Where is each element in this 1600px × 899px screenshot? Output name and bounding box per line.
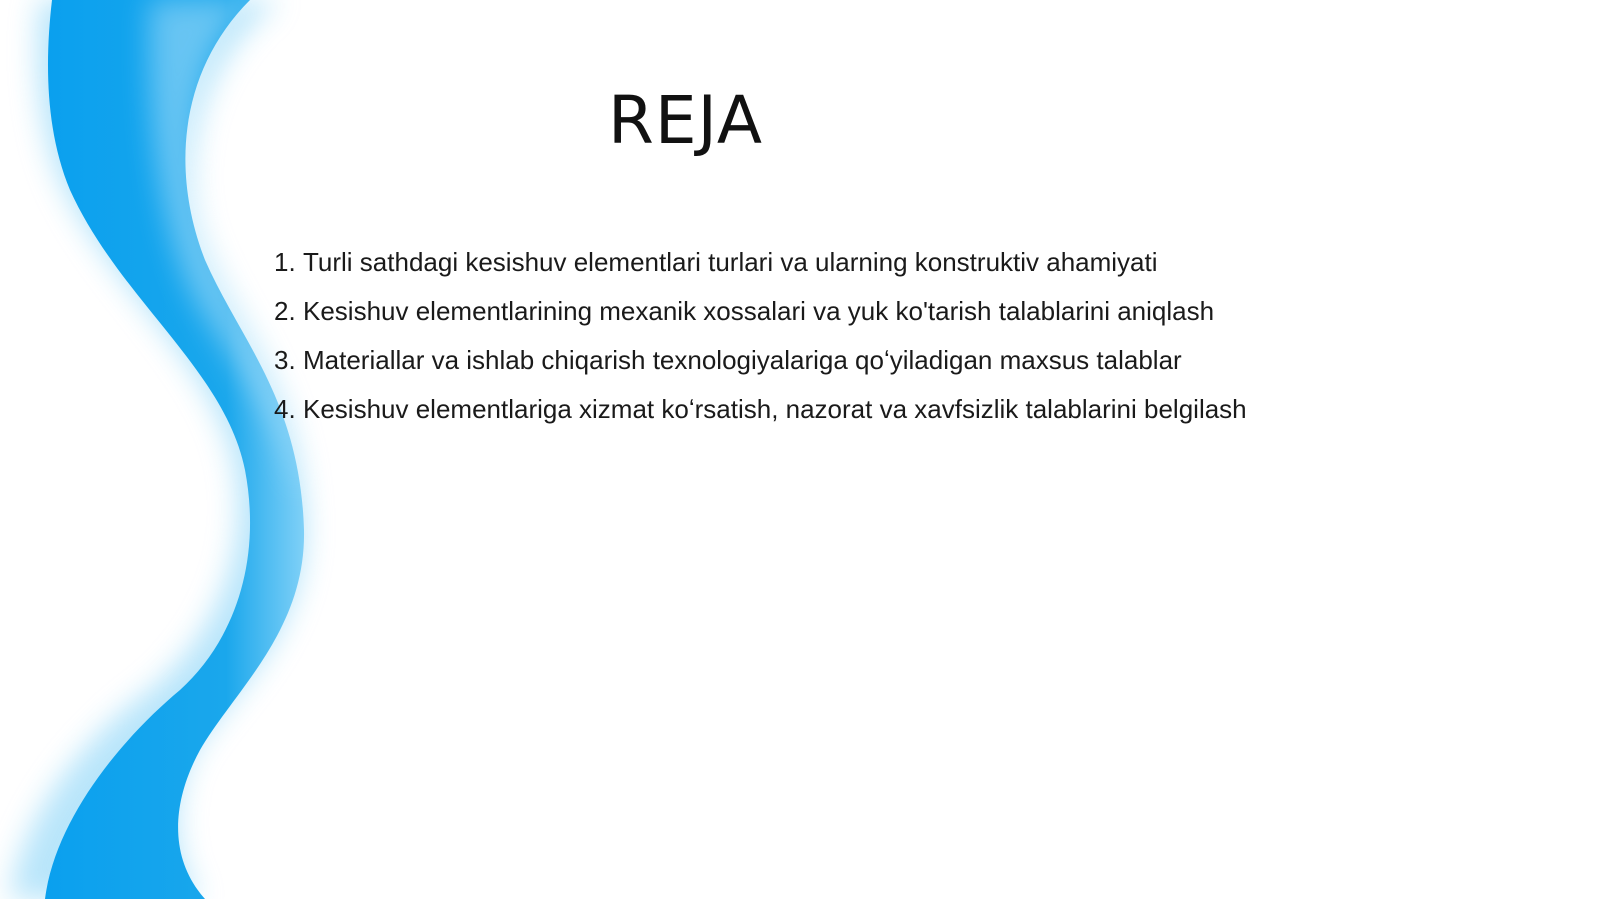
list-item [274, 238, 1574, 287]
item-number: 1. [274, 247, 296, 277]
item-text: Kesishuv elementlariga xizmat koʻrsatish, nazorat va xavfsizlik talablarini belgilash [303, 394, 1247, 424]
list-item [274, 287, 1574, 336]
slide-title: REJA [608, 82, 764, 159]
item-text: Kesishuv elementlarining mexanik xossalari va yuk ko'tarish talablarini aniqlash [303, 296, 1215, 326]
list-item [274, 385, 1574, 434]
item-text: Materiallar va ishlab chiqarish texnologiyalariga qoʻyiladigan maxsus talablar [303, 345, 1182, 375]
item-number: 4. [274, 394, 296, 424]
item-number: 2. [274, 296, 296, 326]
list-item [274, 336, 1574, 385]
item-number: 3. [274, 345, 296, 375]
item-text: Turli sathdagi kesishuv elementlari turlari va ularning konstruktiv ahamiyati [303, 247, 1158, 277]
agenda-list [274, 238, 1574, 434]
blue-wave-decoration [0, 0, 420, 899]
